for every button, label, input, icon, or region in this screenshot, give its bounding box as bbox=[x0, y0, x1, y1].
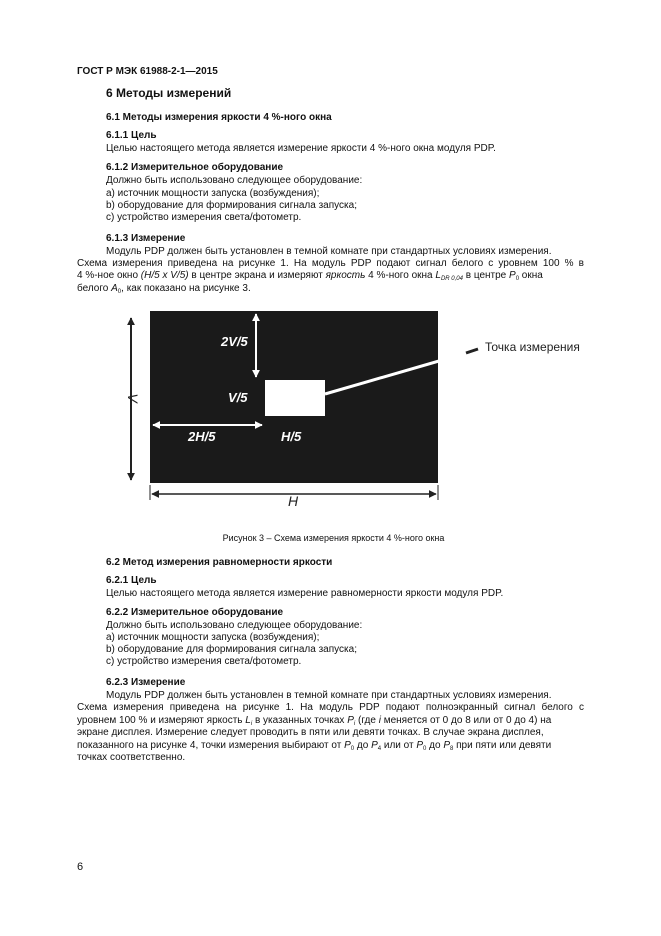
label-v5: V/5 bbox=[228, 390, 248, 405]
section-6-2-3-title: 6.2.3 Измерение bbox=[106, 677, 186, 688]
section-6-1-3-line1: Модуль PDP должен быть установлен в темной комнате при стандартных условиях измерения. bbox=[106, 246, 552, 257]
section-6-1-title: 6.1 Методы измерения яркости 4 %-ного окна bbox=[106, 112, 332, 123]
document-header: ГОСТ Р МЭК 61988-2-1—2015 bbox=[77, 66, 218, 77]
section-6-1-3-line4: белого $A_0$, как показано на рисунке 3. bbox=[77, 283, 251, 295]
equipment-item-c: c) устройство измерения света/фотометр. bbox=[106, 212, 302, 223]
section-6-2-3-line2: Схема измерения приведена на рисунке 1. На модуль PDP подают полноэкранный сигнал белого с bbox=[77, 702, 584, 713]
section-6-2-3-line4: экране дисплея. Измерение следует проводить в пяти или девяти точках. В случае экрана дисплея, bbox=[77, 727, 544, 738]
equipment-item-b-2: b) оборудование для формирования сигнала запуска; bbox=[106, 644, 357, 655]
section-6-2-3-line5: показанного на рисунке 4, точки измерения выбирают от $P_0$ до $P_4$ или от $P_0$ до $P_8$ при пяти или девяти bbox=[77, 740, 552, 752]
label-h: H bbox=[287, 493, 299, 509]
probe-tip bbox=[466, 349, 478, 353]
section-6-2-3-line3: уровнем 100 % и измеряют яркость $L_i$ в указанных точках $P_i$ (где i меняется от 0 до 8 или от 0 до 4) на bbox=[77, 715, 552, 727]
section-6-2-2-title: 6.2.2 Измерительное оборудование bbox=[106, 607, 284, 618]
label-measurement-point: Точка измерения bbox=[485, 340, 580, 354]
equipment-item-b: b) оборудование для формирования сигнала запуска; bbox=[106, 200, 357, 211]
measurement-window bbox=[265, 380, 325, 416]
section-6-1-3-line3: 4 %-ное окно (H/5 x V/5) в центре экрана и измеряют яркость 4 %-ного окна $L_{DR 0,04}$ в центре $P_0$ окна bbox=[77, 270, 543, 282]
section-6-2-title: 6.2 Метод измерения равномерности яркости bbox=[106, 557, 333, 568]
figure-3-caption: Рисунок 3 – Схема измерения яркости 4 %-ного окна bbox=[222, 533, 445, 543]
section-6-2-1-text: Целью настоящего метода является измерение равномерности яркости модуля PDP. bbox=[106, 588, 504, 599]
section-6-2-1-title: 6.2.1 Цель bbox=[106, 575, 157, 586]
label-2h5: 2H/5 bbox=[188, 429, 216, 444]
label-v: V bbox=[125, 393, 141, 403]
equipment-item-c-2: c) устройство измерения света/фотометр. bbox=[106, 656, 302, 667]
section-6-1-1-title: 6.1.1 Цель bbox=[106, 130, 157, 141]
label-h5: H/5 bbox=[281, 429, 302, 444]
section-6-1-2-title: 6.1.2 Измерительное оборудование bbox=[106, 162, 284, 173]
label-2v5: 2V/5 bbox=[221, 334, 248, 349]
section-6-1-2-intro: Должно быть использовано следующее оборудование: bbox=[106, 175, 363, 186]
equipment-item-a: a) источник мощности запуска (возбуждения); bbox=[106, 188, 320, 199]
section-6-2-2-intro: Должно быть использовано следующее оборудование: bbox=[106, 620, 363, 631]
section-6-2-3-line1: Модуль PDP должен быть установлен в темной комнате при стандартных условиях измерения. bbox=[106, 690, 552, 701]
equipment-item-a-2: a) источник мощности запуска (возбуждения); bbox=[106, 632, 320, 643]
section-6-title: 6 Методы измерений bbox=[106, 86, 232, 100]
section-6-2-3-line6: точках соответственно. bbox=[77, 752, 186, 763]
section-6-1-1-text: Целью настоящего метода является измерение яркости 4 %-ного окна модуля PDP. bbox=[106, 143, 496, 154]
section-6-1-3-line2: Схема измерения приведена на рисунке 1. На модуль PDP подают сигнал белого с уровнем 100 % в bbox=[77, 258, 584, 269]
page-number: 6 bbox=[77, 861, 84, 873]
section-6-1-3-title: 6.1.3 Измерение bbox=[106, 233, 186, 244]
